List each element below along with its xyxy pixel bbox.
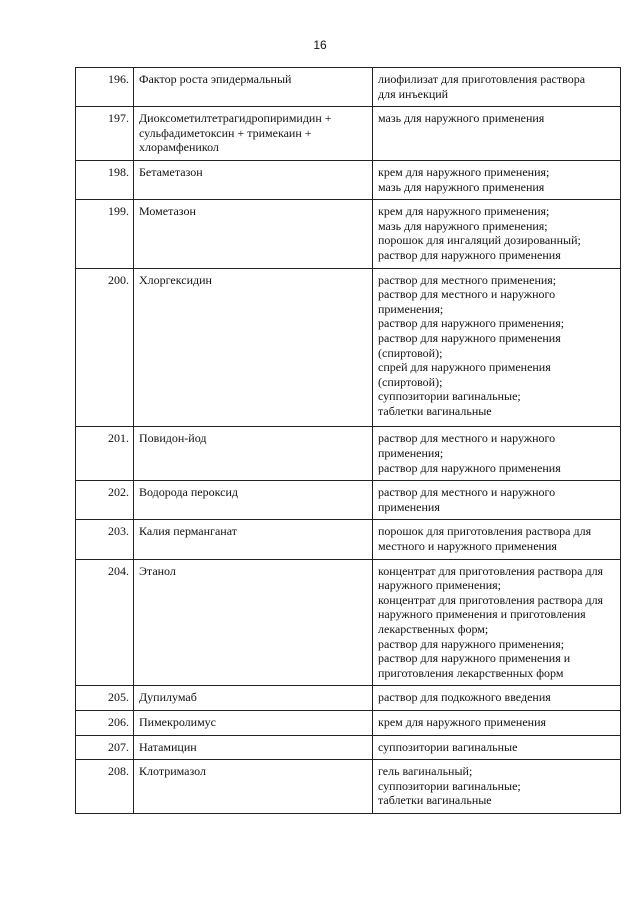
dosage-form: лиофилизат для приготовления раствора для инъекций xyxy=(373,68,621,107)
drug-name: Диоксометилтетрагидропиримидин + сульфадиметоксин + тримекаин + хлорамфеникол xyxy=(134,107,373,161)
dosage-form: крем для наружного применения; мазь для наружного применения xyxy=(373,160,621,199)
drug-name: Водорода пероксид xyxy=(134,481,373,520)
row-number: 204. xyxy=(76,559,134,686)
drug-name: Этанол xyxy=(134,559,373,686)
dosage-form: крем для наружного применения xyxy=(373,710,621,735)
table-row xyxy=(76,559,621,686)
drug-name: Хлоргексидин xyxy=(134,268,373,427)
drug-name: Фактор роста эпидермальный xyxy=(134,68,373,107)
row-number: 208. xyxy=(76,760,134,814)
row-number: 201. xyxy=(76,427,134,481)
page-number: 16 xyxy=(313,38,327,52)
drug-table-body xyxy=(76,68,621,814)
row-number: 200. xyxy=(76,268,134,427)
table-row xyxy=(76,268,621,427)
table-row xyxy=(76,200,621,268)
row-number: 203. xyxy=(76,520,134,559)
dosage-form: гель вагинальный; суппозитории вагинальные; таблетки вагинальные xyxy=(373,760,621,814)
table-row xyxy=(76,481,621,520)
row-number: 205. xyxy=(76,686,134,711)
row-number: 197. xyxy=(76,107,134,161)
drug-table xyxy=(75,67,621,814)
drug-name: Мометазон xyxy=(134,200,373,268)
table-row xyxy=(76,760,621,814)
row-number: 202. xyxy=(76,481,134,520)
dosage-form: раствор для местного применения; раствор для местного и наружного применения; раствор для наружного применения; раствор для наружного применения (спиртовой); спрей для наружного применения (спиртовой); суппозитории вагинальные; таблетки вагинальные xyxy=(373,268,621,427)
table-row xyxy=(76,710,621,735)
dosage-form: мазь для наружного применения xyxy=(373,107,621,161)
drug-name: Калия перманганат xyxy=(134,520,373,559)
row-number: 199. xyxy=(76,200,134,268)
dosage-form: крем для наружного применения; мазь для наружного применения; порошок для ингаляций дозированный; раствор для наружного применения xyxy=(373,200,621,268)
row-number: 206. xyxy=(76,710,134,735)
table-row xyxy=(76,735,621,760)
drug-name: Пимекролимус xyxy=(134,710,373,735)
table-row xyxy=(76,160,621,199)
drug-name: Повидон-йод xyxy=(134,427,373,481)
table-row xyxy=(76,107,621,161)
row-number: 196. xyxy=(76,68,134,107)
dosage-form: суппозитории вагинальные xyxy=(373,735,621,760)
drug-name: Дупилумаб xyxy=(134,686,373,711)
row-number: 198. xyxy=(76,160,134,199)
table-row xyxy=(76,68,621,107)
dosage-form: раствор для местного и наружного применения xyxy=(373,481,621,520)
table-row xyxy=(76,520,621,559)
table-row xyxy=(76,427,621,481)
dosage-form: концентрат для приготовления раствора для наружного применения; концентрат для приготовления раствора для наружного применения и приготовления лекарственных форм; раствор для наружного применения; раствор для наружного применения и приготовления лекарственных форм xyxy=(373,559,621,686)
dosage-form: раствор для подкожного введения xyxy=(373,686,621,711)
drug-name: Бетаметазон xyxy=(134,160,373,199)
drug-name: Клотримазол xyxy=(134,760,373,814)
table-row xyxy=(76,686,621,711)
drug-name: Натамицин xyxy=(134,735,373,760)
dosage-form: раствор для местного и наружного применения; раствор для наружного применения xyxy=(373,427,621,481)
dosage-form: порошок для приготовления раствора для местного и наружного применения xyxy=(373,520,621,559)
row-number: 207. xyxy=(76,735,134,760)
